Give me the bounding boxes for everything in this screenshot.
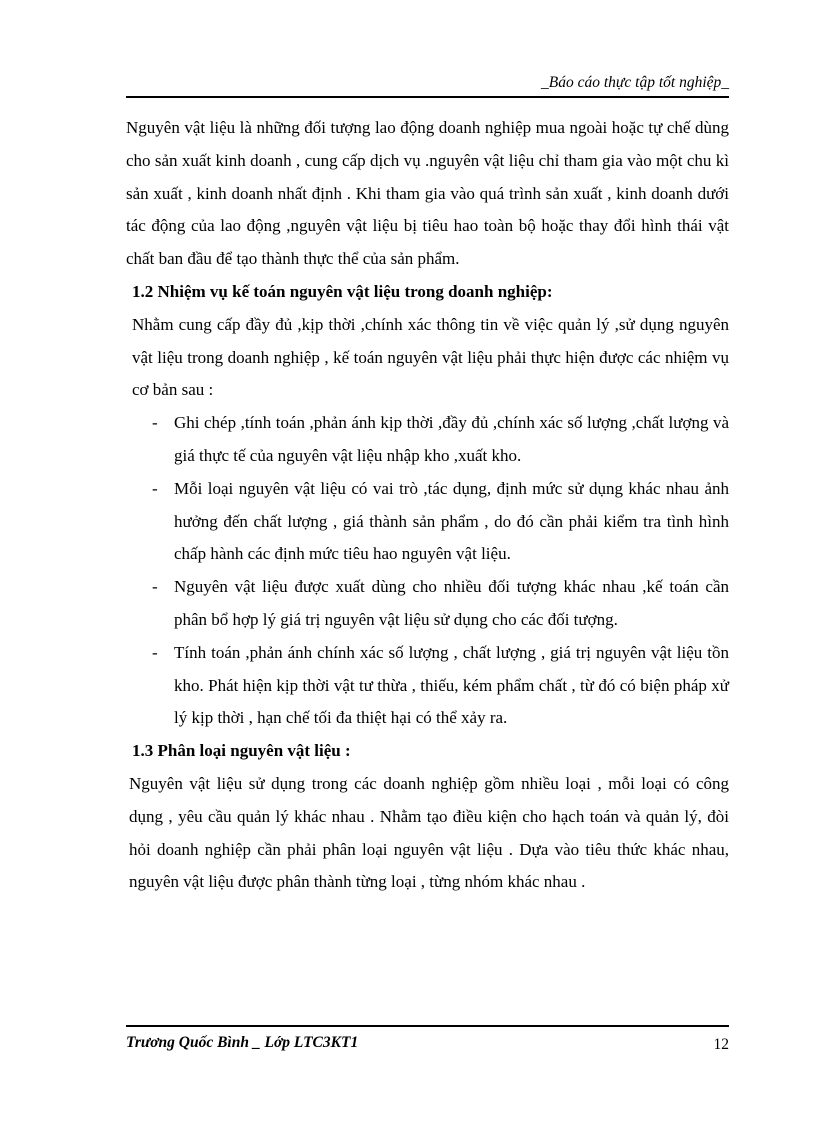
- footer-author: Trương Quốc Bình _ Lớp LTC3KT1: [126, 1034, 359, 1051]
- intro-paragraph: Nguyên vật liệu là những đối tượng lao động doanh nghiệp mua ngoài hoặc tự chế dùng cho sản xuất kinh doanh , cung cấp dịch vụ .nguyên vật liệu chỉ tham gia vào một chu kì sản xuất , kinh doanh nhất định . Khi tham gia vào quá trình sản xuất , kinh doanh dưới tác động của lao động ,nguyên vật liệu bị tiêu hao toàn bộ hoặc thay đổi hình thái vật chất ban đầu để tạo thành thực thể của sản phẩm.: [126, 118, 729, 269]
- bullet-dash: -: [152, 577, 158, 597]
- bullet-dash: -: [152, 413, 158, 433]
- list-item: [126, 407, 729, 473]
- list-item: [126, 637, 729, 735]
- section-1-3-paragraph: Nguyên vật liệu sử dụng trong các doanh nghiệp gồm nhiều loại , mỗi loại có công dụng , yêu cầu quản lý khác nhau . Nhằm tạo điều kiện cho hạch toán và quản lý, đòi hỏi doanh nghiệp cần phải phân loại nguyên vật liệu . Dựa vào tiêu thức khác nhau, nguyên vật liệu được phân thành từng loại , từng nhóm khác nhau .: [129, 773, 729, 892]
- duties-list: [126, 407, 729, 735]
- page-content: [126, 112, 729, 899]
- section-1-2-intro: Nhằm cung cấp đầy đủ ,kịp thời ,chính xác thông tin về việc quản lý ,sử dụng nguyên vật liệu trong doanh nghiệp , kế toán nguyên vật liệu phải thực hiện được các nhiệm vụ cơ bản sau :: [132, 314, 729, 400]
- list-item-text: Mỗi loại nguyên vật liệu có vai trò ,tác dụng, định mức sử dụng khác nhau ảnh hưởng đến chất lượng , giá thành sản phẩm , do đó cần phải kiểm tra tình hình chấp hành các định mức tiêu hao nguyên vật liệu.: [174, 478, 729, 564]
- header-divider: [126, 96, 729, 98]
- bullet-dash: -: [152, 478, 158, 498]
- section-heading-1-2: 1.2 Nhiệm vụ kế toán nguyên vật liệu trong doanh nghiệp:: [132, 281, 553, 301]
- bullet-dash: -: [152, 642, 158, 662]
- page-number: 12: [713, 1036, 729, 1053]
- list-item-text: Nguyên vật liệu được xuất dùng cho nhiều đối tượng khác nhau ,kế toán cần phân bổ hợp lý giá trị nguyên vật liệu sử dụng cho các đối tượng.: [174, 577, 729, 629]
- page-header: _Báo cáo thực tập tốt nghiệp_: [541, 74, 729, 91]
- list-item-text: Ghi chép ,tính toán ,phản ánh kịp thời ,đầy đủ ,chính xác số lượng ,chất lượng và giá thực tế của nguyên vật liệu nhập kho ,xuất kho.: [174, 413, 729, 465]
- footer-divider: [126, 1025, 729, 1027]
- list-item-text: Tính toán ,phản ánh chính xác số lượng , chất lượng , giá trị nguyên vật liệu tồn kho. Phát hiện kịp thời vật tư thừa , thiếu, kém phẩm chất , từ đó có biện pháp xử lý kịp thời , hạn chế tối đa thiệt hại có thể xảy ra.: [174, 642, 729, 728]
- section-heading-1-3: 1.3 Phân loại nguyên vật liệu :: [132, 741, 351, 761]
- list-item: [126, 571, 729, 637]
- list-item: [126, 473, 729, 571]
